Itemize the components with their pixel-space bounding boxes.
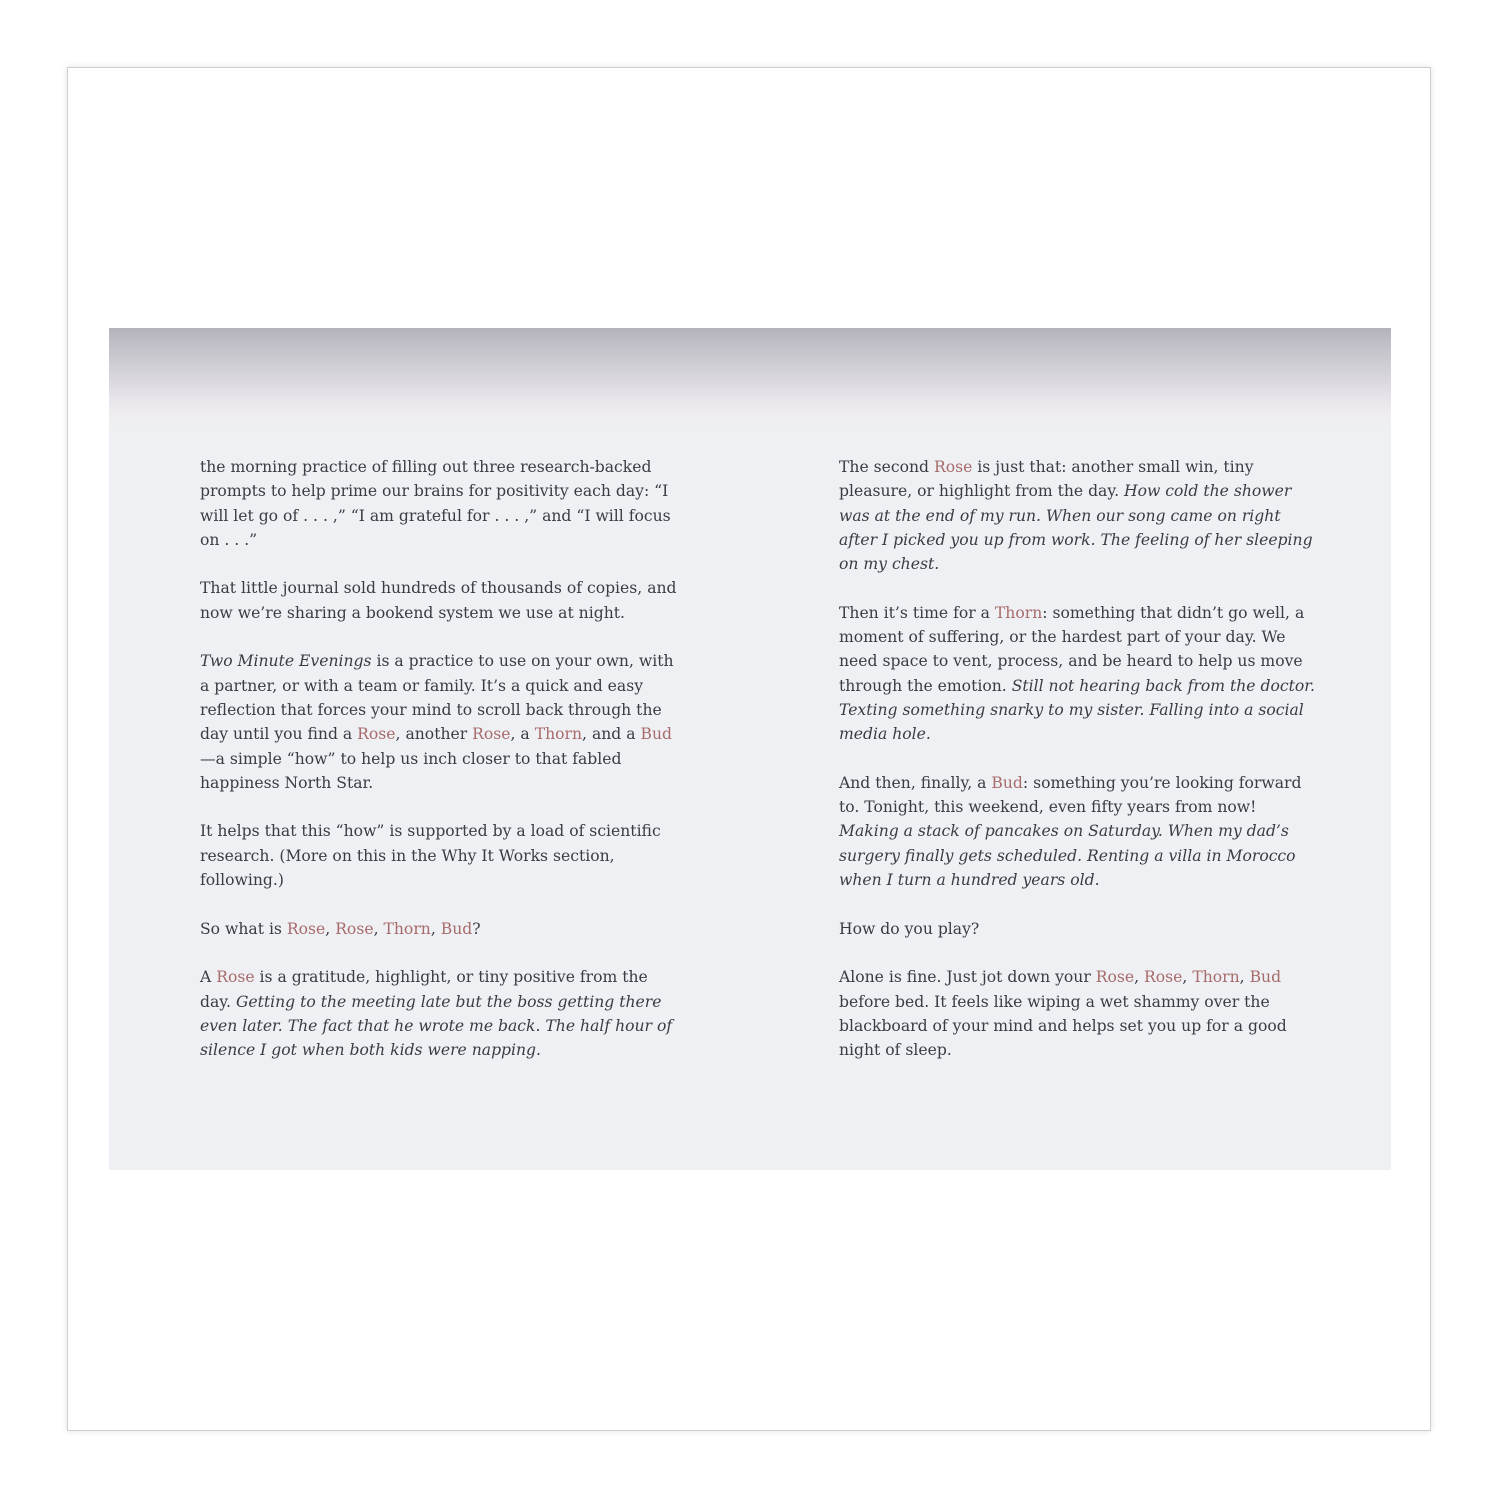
keyword-rose: Rose (1095, 968, 1135, 987)
paragraph (839, 771, 1317, 892)
text-run: Then it’s time for a (839, 603, 995, 622)
text-run: , (373, 919, 384, 938)
book-spread (109, 328, 1391, 1170)
example-text: Still not hearing back from the doctor. Texting something snarky to my sister. Falling into a social media hole. (839, 676, 1315, 744)
example-text: How cold the shower was at the end of my run. When our song came on right after I picked you up from work. The feeling of her sleeping on my chest. (839, 482, 1313, 574)
text-run: , (1182, 968, 1193, 987)
text-run: , (325, 919, 336, 938)
text-run: A (200, 968, 217, 987)
book-title: Two Minute Evenings (200, 652, 372, 671)
keyword-thorn: Thorn (1192, 968, 1240, 987)
keyword-rose: Rose (933, 458, 973, 476)
example-text: Getting to the meeting late but the boss getting there even later. The fact that he wrote me back. The half hour of silence I got when both kids were napping. (200, 992, 673, 1060)
text-run: —a simple “how” to help us inch closer to that fabled happiness North Star. (200, 749, 622, 792)
keyword-thorn: Thorn (994, 603, 1043, 622)
text-run: , and a (582, 725, 641, 744)
keyword-bud: Bud (640, 725, 672, 744)
paragraph (200, 819, 678, 892)
text-run: Alone is fine. Just jot down your (839, 968, 1096, 987)
text-run: That little journal sold hundreds of thousands of copies, and now we’re sharing a bookend system we use at night. (200, 579, 677, 622)
keyword-rose: Rose (335, 919, 374, 938)
keyword-rose: Rose (472, 725, 511, 744)
paragraph (839, 601, 1317, 747)
paragraph (839, 917, 1317, 941)
paragraph (839, 965, 1317, 1062)
paragraph (200, 576, 678, 625)
text-run: : something that didn’t go well, a moment of suffering, or the hardest part of your day. We need space to vent, process, and be heard to help us move through the emotion. (839, 603, 1305, 695)
left-column (200, 455, 678, 1087)
keyword-rose: Rose (1144, 968, 1183, 987)
keyword-thorn: Thorn (383, 919, 431, 938)
text-run: is a practice to use on your own, with a partner, or with a team or family. It’s a quick and easy reflection that forces your mind to scroll back through the day until you find a (200, 652, 674, 744)
text-run: , (1239, 968, 1250, 987)
text-run: , (1134, 968, 1145, 987)
text-run: : something you’re looking forward to. Tonight, this weekend, even fifty years from now! (839, 773, 1302, 817)
keyword-bud: Bud (1249, 968, 1282, 987)
text-run: , (430, 919, 441, 938)
keyword-rose: Rose (286, 919, 326, 938)
header-gradient-band (109, 328, 1391, 430)
paragraph (200, 917, 678, 941)
text-run: , a (510, 725, 535, 744)
keyword-rose: Rose (216, 968, 255, 987)
paragraph (839, 455, 1317, 576)
paragraph (200, 455, 678, 552)
text-run: ? (472, 919, 481, 938)
text-run: the morning practice of filling out three research-backed prompts to help prime our brains for positivity each day: “I will let go of . . . ,” “I am grateful for . . . ,” and “I will focus on . . .” (200, 458, 671, 549)
paragraph (200, 965, 678, 1062)
right-column (839, 455, 1317, 1087)
keyword-bud: Bud (991, 773, 1023, 792)
paragraph (200, 649, 678, 795)
text-run: is just that: another small win, tiny pleasure, or highlight from the day. (839, 458, 1254, 501)
text-run: The second (839, 458, 934, 476)
text-run: , another (395, 725, 473, 744)
text-run: is a gratitude, highlight, or tiny positive from the day. (200, 968, 648, 1011)
keyword-rose: Rose (357, 725, 396, 744)
keyword-thorn: Thorn (534, 725, 583, 744)
text-run: And then, finally, a (839, 773, 992, 792)
text-run: It helps that this “how” is supported by a load of scientific research. (More on this in the Why It Works section, following.) (200, 822, 661, 890)
example-text: Making a stack of pancakes on Saturday. When my dad’s surgery finally gets scheduled. Renting a villa in Morocco when I turn a hundred years old. (839, 822, 1296, 890)
keyword-bud: Bud (440, 919, 473, 938)
text-run: How do you play? (839, 919, 980, 938)
text-run: So what is (200, 919, 287, 938)
text-run: before bed. It feels like wiping a wet shammy over the blackboard of your mind and helps set you up for a good night of sleep. (839, 992, 1287, 1060)
